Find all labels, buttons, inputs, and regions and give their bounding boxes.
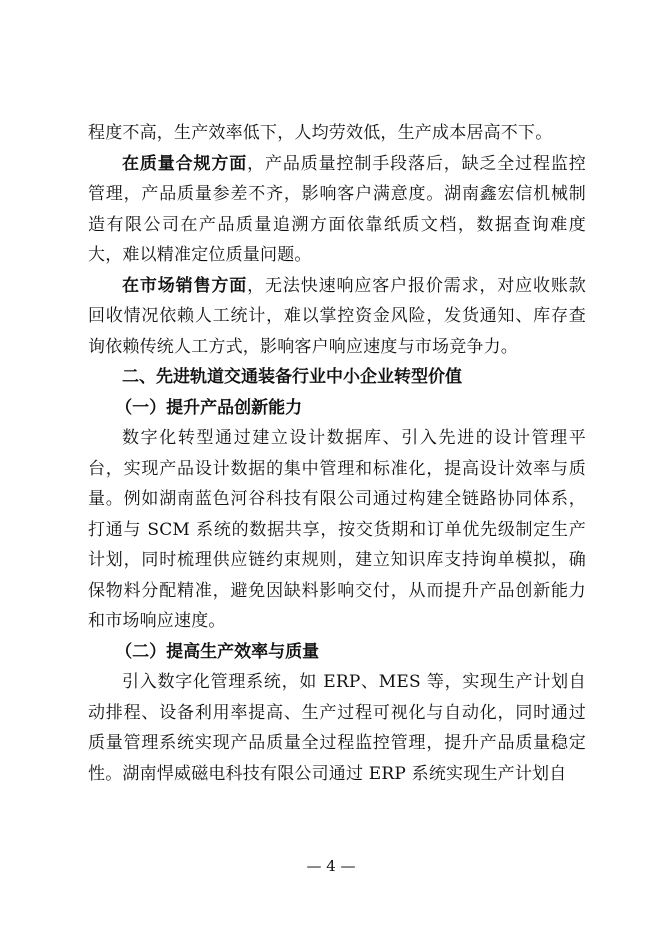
subsection-heading-2: （二）提高生产效率与质量 <box>115 641 320 662</box>
paragraph-lead-quality: 在质量合规方面 <box>122 153 248 174</box>
section-heading-2: 二、先进轨道交通装备行业中小企业转型价值 <box>122 367 462 387</box>
paragraph-market-sales <box>88 271 586 363</box>
paragraph-efficiency: 引入数字化管理系统，如 ERP、MES 等，实现生产计划自动排程、设备利用率提高、生产过程可视化与自动化，同时通过质量管理系统实现产品质量全过程监控管理，提升产品质量稳定性。湖南悍威磁电科技有限公司通过 ERP 系统实现生产计划自 <box>88 672 586 784</box>
paragraph-body-market: ，无法快速响应客户报价需求，对应收账款回收情况依赖人工统计，难以掌控资金风险，发货通知、库存查询依赖传统人工方式，影响客户响应速度与市场竞争力。 <box>88 275 586 357</box>
document-body <box>88 118 586 789</box>
page-number: — 4 — <box>306 857 356 875</box>
subsection-heading-1: （一）提升产品创新能力 <box>115 397 303 418</box>
paragraph-quality-compliance <box>88 149 586 271</box>
paragraph-lead-market: 在市场销售方面 <box>122 275 248 296</box>
paragraph-body-quality: ，产品质量控制手段落后，缺乏全过程监控管理，产品质量参差不齐，影响客户满意度。湖南鑫宏信机械制造有限公司在产品质量追溯方面依靠纸质文档，数据查询难度大，难以精准定位质量问题。 <box>88 153 586 265</box>
paragraph-innovation: 数字化转型通过建立设计数据库、引入先进的设计管理平台，实现产品设计数据的集中管理和标准化，提高设计效率与质量。例如湖南蓝色河谷科技有限公司通过构建全链路协同体系，打通与 SCM 系统的数据共享，按交货期和订单优先级制定生产计划，同时梳理供应链约束规则，建立知识库支持询单模拟，确保物料分配精准，避免因缺料影响交付，从而提升产品创新能力和市场响应速度。 <box>88 428 586 631</box>
paragraph-continuation: 程度不高，生产效率低下，人均劳效低，生产成本居高不下。 <box>88 123 553 143</box>
